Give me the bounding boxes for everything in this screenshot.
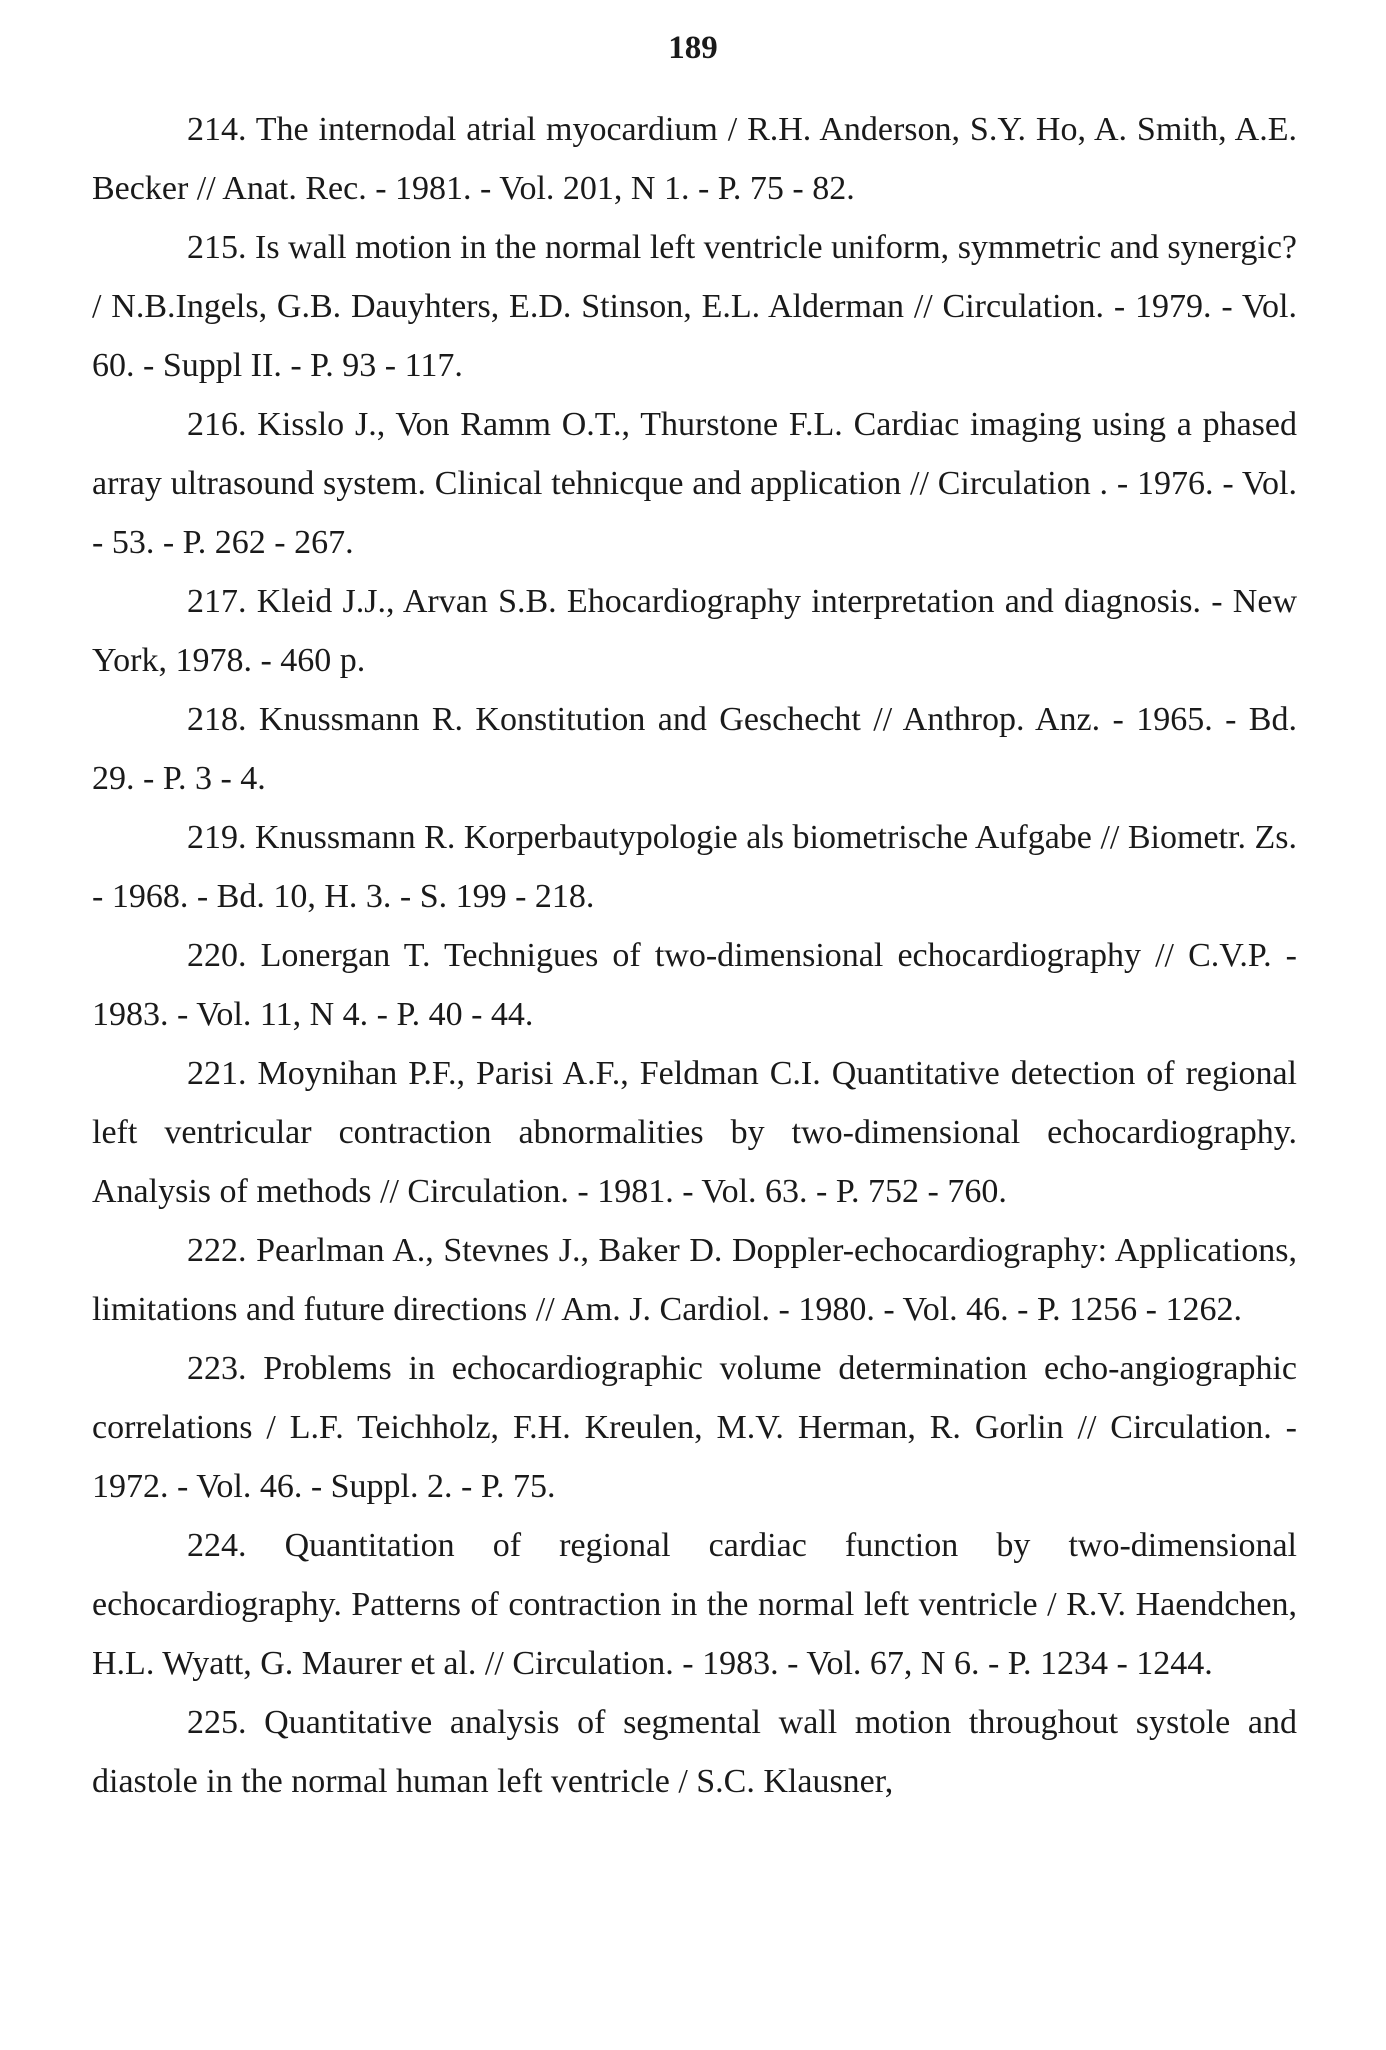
page-number: 189 [668, 30, 718, 66]
reference-item-224: 224. Quantitation of regional cardiac function by two-dimensional echocardiography. Patterns of contraction in the normal left ventricle / R.V. Haendchen, H.L. Wyatt, G. Maurer et al. // Circulation. - 1983. - Vol. 67, N 6. - P. 1234 - 1244. [92, 1527, 1297, 1682]
reference-item-217: 217. Kleid J.J., Arvan S.B. Ehocardiography interpretation and diagnosis. - New York, 1978. - 460 p. [92, 583, 1297, 679]
reference-item-215: 215. Is wall motion in the normal left ventricle uniform, symmetric and synergic? / N.B.Ingels, G.B. Dauyhters, E.D. Stinson, E.L. Alderman // Circulation. - 1979. - Vol. 60. - Suppl II. - P. 93 - 117. [92, 229, 1297, 384]
reference-item-222: 222. Pearlman A., Stevnes J., Baker D. Doppler-echocardiography: Applications, limitations and future directions // Am. J. Cardiol. - 1980. - Vol. 46. - P. 1256 - 1262. [92, 1232, 1297, 1328]
reference-item-221: 221. Moynihan P.F., Parisi A.F., Feldman C.I. Quantitative detection of regional left ventricular contraction abnormalities by two-dimensional echocardiography. Analysis of methods // Circulation. - 1981. - Vol. 63. - P. 752 - 760. [92, 1055, 1297, 1210]
reference-item-214: 214. The internodal atrial myocardium / R.H. Anderson, S.Y. Ho, A. Smith, A.E. Becker // Anat. Rec. - 1981. - Vol. 201, N 1. - P. 75 - 82. [92, 111, 1297, 207]
reference-item-216: 216. Kisslo J., Von Ramm O.T., Thurstone F.L. Cardiac imaging using a phased array ultrasound system. Clinical tehnicque and application // Circulation . - 1976. - Vol. - 53. - P. 262 - 267. [92, 406, 1297, 561]
reference-list [92, 100, 1297, 1811]
reference-item-219: 219. Knussmann R. Korperbautypologie als biometrische Aufgabe // Biometr. Zs. - 1968. - Bd. 10, H. 3. - S. 199 - 218. [92, 819, 1297, 915]
reference-item-220: 220. Lonergan T. Technigues of two-dimensional echocardiography // C.V.P. - 1983. - Vol. 11, N 4. - P. 40 - 44. [92, 937, 1297, 1033]
reference-item-223: 223. Problems in echocardiographic volume determination echo-angiographic correlations / L.F. Teichholz, F.H. Kreulen, M.V. Herman, R. Gorlin // Circulation. - 1972. - Vol. 46. - Suppl. 2. - P. 75. [92, 1350, 1297, 1505]
reference-item-225: 225. Quantitative analysis of segmental wall motion throughout systole and diastole in the normal human left ventricle / S.C. Klausner, [92, 1704, 1297, 1800]
reference-item-218: 218. Knussmann R. Konstitution and Geschecht // Anthrop. Anz. - 1965. - Bd. 29. - P. 3 - 4. [92, 701, 1297, 797]
